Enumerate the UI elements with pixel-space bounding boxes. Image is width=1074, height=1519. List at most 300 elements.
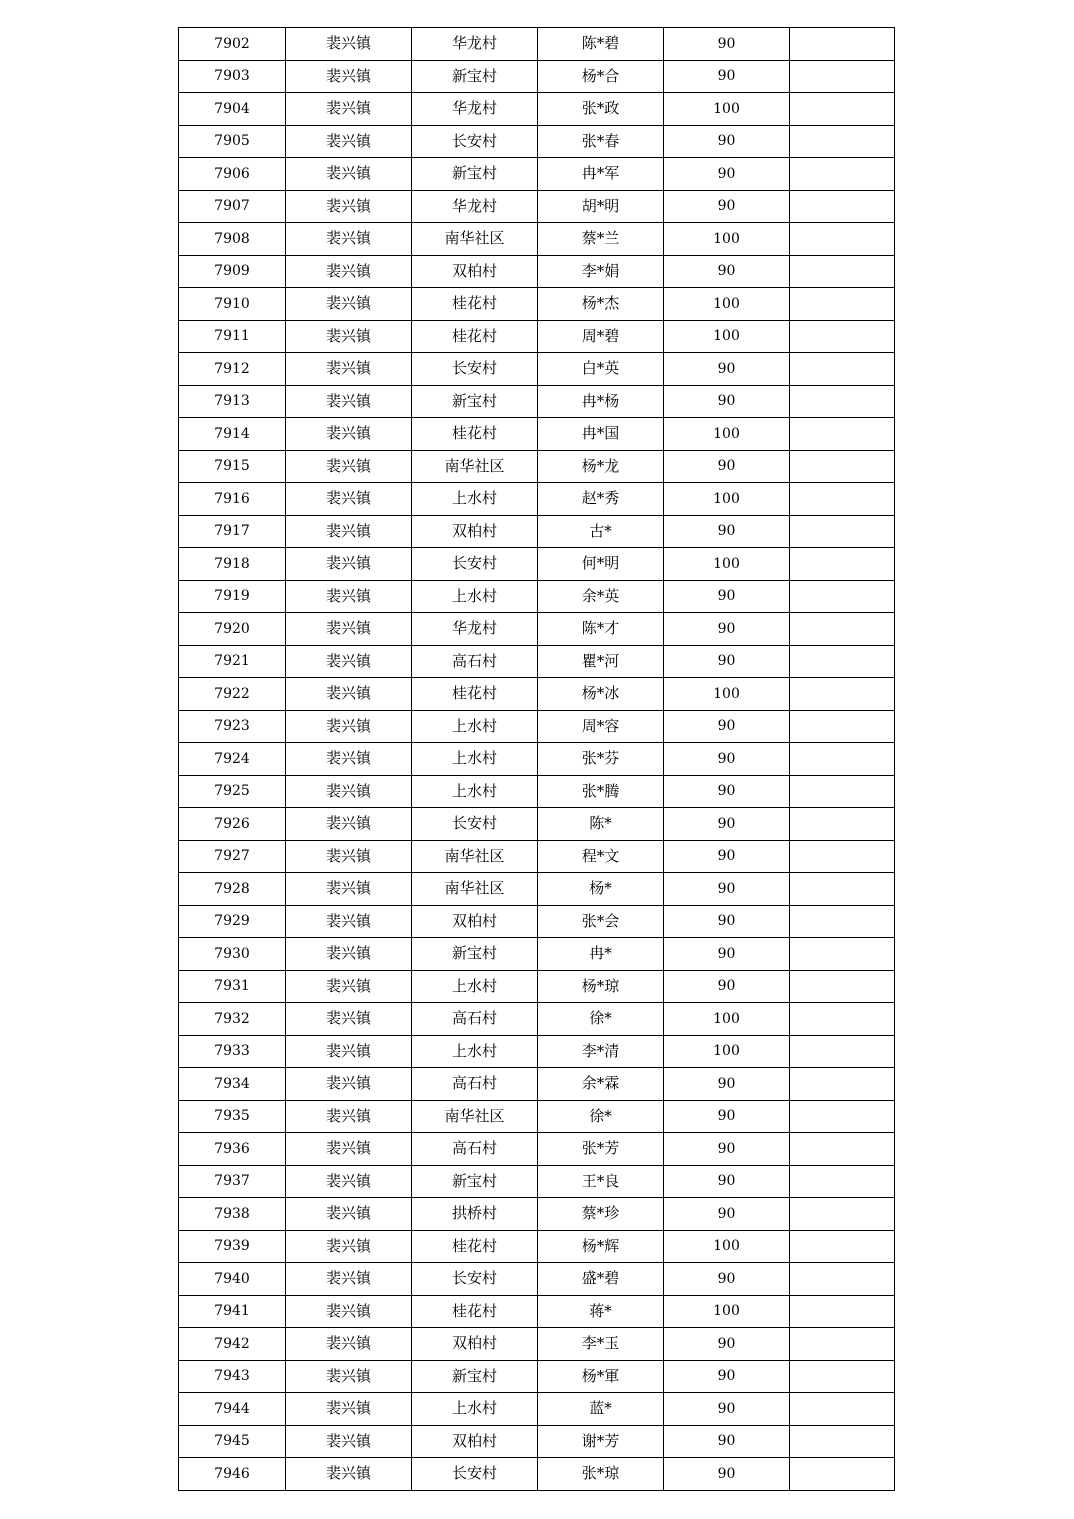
cell-village: 上水村 xyxy=(412,1035,538,1068)
cell-town: 裴兴镇 xyxy=(286,190,412,223)
cell-amount: 90 xyxy=(664,1360,790,1393)
cell-amount: 90 xyxy=(664,1393,790,1426)
cell-amount: 90 xyxy=(664,1068,790,1101)
cell-village: 桂花村 xyxy=(412,1230,538,1263)
cell-village: 新宝村 xyxy=(412,1165,538,1198)
table-row xyxy=(179,158,895,191)
cell-village: 双柏村 xyxy=(412,905,538,938)
cell-amount: 100 xyxy=(664,418,790,451)
cell-village: 高石村 xyxy=(412,1068,538,1101)
cell-village: 高石村 xyxy=(412,1003,538,1036)
cell-serial-number: 7946 xyxy=(179,1458,286,1491)
cell-town: 裴兴镇 xyxy=(286,1068,412,1101)
cell-remarks xyxy=(790,938,895,971)
table-row xyxy=(179,1230,895,1263)
cell-serial-number: 7933 xyxy=(179,1035,286,1068)
cell-serial-number: 7915 xyxy=(179,450,286,483)
cell-serial-number: 7928 xyxy=(179,873,286,906)
cell-person-name: 瞿*河 xyxy=(538,645,664,678)
cell-person-name: 周*碧 xyxy=(538,320,664,353)
cell-village: 华龙村 xyxy=(412,93,538,126)
cell-person-name: 张*腾 xyxy=(538,775,664,808)
cell-remarks xyxy=(790,1165,895,1198)
cell-serial-number: 7906 xyxy=(179,158,286,191)
cell-amount: 90 xyxy=(664,450,790,483)
cell-town: 裴兴镇 xyxy=(286,613,412,646)
cell-serial-number: 7918 xyxy=(179,548,286,581)
cell-village: 南华社区 xyxy=(412,873,538,906)
cell-remarks xyxy=(790,1003,895,1036)
cell-person-name: 冉*军 xyxy=(538,158,664,191)
cell-serial-number: 7938 xyxy=(179,1198,286,1231)
cell-person-name: 李*娟 xyxy=(538,255,664,288)
cell-person-name: 杨*龙 xyxy=(538,450,664,483)
cell-amount: 90 xyxy=(664,580,790,613)
table-row xyxy=(179,1198,895,1231)
cell-person-name: 张*政 xyxy=(538,93,664,126)
cell-amount: 100 xyxy=(664,678,790,711)
cell-town: 裴兴镇 xyxy=(286,840,412,873)
cell-village: 长安村 xyxy=(412,1263,538,1296)
cell-person-name: 谢*芳 xyxy=(538,1425,664,1458)
cell-village: 桂花村 xyxy=(412,418,538,451)
table-row xyxy=(179,1100,895,1133)
cell-town: 裴兴镇 xyxy=(286,255,412,288)
cell-town: 裴兴镇 xyxy=(286,418,412,451)
cell-remarks xyxy=(790,515,895,548)
cell-person-name: 张*琼 xyxy=(538,1458,664,1491)
cell-town: 裴兴镇 xyxy=(286,353,412,386)
table-row xyxy=(179,450,895,483)
cell-amount: 90 xyxy=(664,613,790,646)
cell-town: 裴兴镇 xyxy=(286,1133,412,1166)
cell-village: 南华社区 xyxy=(412,1100,538,1133)
cell-remarks xyxy=(790,1068,895,1101)
cell-serial-number: 7923 xyxy=(179,710,286,743)
cell-amount: 90 xyxy=(664,1328,790,1361)
cell-remarks xyxy=(790,873,895,906)
cell-remarks xyxy=(790,1133,895,1166)
cell-remarks xyxy=(790,1035,895,1068)
cell-town: 裴兴镇 xyxy=(286,808,412,841)
cell-serial-number: 7932 xyxy=(179,1003,286,1036)
table-row xyxy=(179,1165,895,1198)
cell-town: 裴兴镇 xyxy=(286,1360,412,1393)
cell-village: 桂花村 xyxy=(412,288,538,321)
cell-serial-number: 7939 xyxy=(179,1230,286,1263)
cell-village: 长安村 xyxy=(412,1458,538,1491)
table-row xyxy=(179,125,895,158)
cell-serial-number: 7917 xyxy=(179,515,286,548)
cell-amount: 100 xyxy=(664,223,790,256)
cell-town: 裴兴镇 xyxy=(286,775,412,808)
cell-serial-number: 7905 xyxy=(179,125,286,158)
table-row xyxy=(179,1068,895,1101)
cell-town: 裴兴镇 xyxy=(286,125,412,158)
cell-serial-number: 7926 xyxy=(179,808,286,841)
cell-amount: 100 xyxy=(664,1003,790,1036)
cell-amount: 90 xyxy=(664,1263,790,1296)
cell-town: 裴兴镇 xyxy=(286,158,412,191)
cell-amount: 90 xyxy=(664,158,790,191)
cell-serial-number: 7941 xyxy=(179,1295,286,1328)
cell-person-name: 杨*辉 xyxy=(538,1230,664,1263)
cell-person-name: 冉* xyxy=(538,938,664,971)
cell-village: 长安村 xyxy=(412,353,538,386)
cell-amount: 90 xyxy=(664,1133,790,1166)
cell-town: 裴兴镇 xyxy=(286,28,412,61)
cell-person-name: 杨* xyxy=(538,873,664,906)
cell-person-name: 张*春 xyxy=(538,125,664,158)
cell-person-name: 程*文 xyxy=(538,840,664,873)
cell-amount: 90 xyxy=(664,1165,790,1198)
cell-town: 裴兴镇 xyxy=(286,1295,412,1328)
cell-serial-number: 7924 xyxy=(179,743,286,776)
table-row xyxy=(179,190,895,223)
cell-amount: 90 xyxy=(664,710,790,743)
cell-remarks xyxy=(790,60,895,93)
cell-amount: 90 xyxy=(664,1198,790,1231)
cell-town: 裴兴镇 xyxy=(286,1035,412,1068)
cell-serial-number: 7908 xyxy=(179,223,286,256)
cell-serial-number: 7943 xyxy=(179,1360,286,1393)
cell-person-name: 蔡*兰 xyxy=(538,223,664,256)
cell-remarks xyxy=(790,1328,895,1361)
cell-village: 上水村 xyxy=(412,970,538,1003)
table-row xyxy=(179,1003,895,1036)
table-row xyxy=(179,1295,895,1328)
table-row xyxy=(179,1263,895,1296)
cell-village: 双柏村 xyxy=(412,515,538,548)
cell-serial-number: 7909 xyxy=(179,255,286,288)
cell-person-name: 胡*明 xyxy=(538,190,664,223)
cell-person-name: 杨*冰 xyxy=(538,678,664,711)
cell-serial-number: 7912 xyxy=(179,353,286,386)
cell-amount: 90 xyxy=(664,873,790,906)
cell-serial-number: 7907 xyxy=(179,190,286,223)
cell-person-name: 蓝* xyxy=(538,1393,664,1426)
cell-village: 新宝村 xyxy=(412,385,538,418)
cell-serial-number: 7911 xyxy=(179,320,286,353)
cell-person-name: 陈*碧 xyxy=(538,28,664,61)
cell-serial-number: 7914 xyxy=(179,418,286,451)
cell-amount: 100 xyxy=(664,483,790,516)
cell-amount: 90 xyxy=(664,125,790,158)
cell-serial-number: 7931 xyxy=(179,970,286,1003)
cell-remarks xyxy=(790,548,895,581)
cell-amount: 90 xyxy=(664,905,790,938)
cell-person-name: 何*明 xyxy=(538,548,664,581)
cell-person-name: 李*玉 xyxy=(538,1328,664,1361)
cell-serial-number: 7910 xyxy=(179,288,286,321)
cell-town: 裴兴镇 xyxy=(286,1003,412,1036)
roster-table-body xyxy=(179,28,895,1491)
table-row xyxy=(179,678,895,711)
cell-town: 裴兴镇 xyxy=(286,320,412,353)
table-row xyxy=(179,775,895,808)
cell-town: 裴兴镇 xyxy=(286,970,412,1003)
table-row xyxy=(179,905,895,938)
table-row xyxy=(179,613,895,646)
table-row xyxy=(179,418,895,451)
cell-serial-number: 7940 xyxy=(179,1263,286,1296)
cell-serial-number: 7934 xyxy=(179,1068,286,1101)
cell-serial-number: 7942 xyxy=(179,1328,286,1361)
cell-person-name: 古* xyxy=(538,515,664,548)
cell-village: 高石村 xyxy=(412,645,538,678)
cell-town: 裴兴镇 xyxy=(286,93,412,126)
table-row xyxy=(179,1328,895,1361)
cell-person-name: 徐* xyxy=(538,1003,664,1036)
cell-town: 裴兴镇 xyxy=(286,60,412,93)
cell-remarks xyxy=(790,678,895,711)
cell-amount: 100 xyxy=(664,1230,790,1263)
cell-village: 新宝村 xyxy=(412,938,538,971)
cell-person-name: 余*英 xyxy=(538,580,664,613)
cell-serial-number: 7921 xyxy=(179,645,286,678)
cell-remarks xyxy=(790,1100,895,1133)
cell-remarks xyxy=(790,710,895,743)
cell-serial-number: 7944 xyxy=(179,1393,286,1426)
cell-remarks xyxy=(790,93,895,126)
cell-remarks xyxy=(790,255,895,288)
table-row xyxy=(179,1393,895,1426)
table-row xyxy=(179,580,895,613)
cell-amount: 90 xyxy=(664,1458,790,1491)
cell-amount: 100 xyxy=(664,93,790,126)
cell-town: 裴兴镇 xyxy=(286,548,412,581)
cell-person-name: 杨*杰 xyxy=(538,288,664,321)
cell-amount: 100 xyxy=(664,1035,790,1068)
cell-amount: 90 xyxy=(664,60,790,93)
cell-remarks xyxy=(790,353,895,386)
cell-remarks xyxy=(790,158,895,191)
table-row xyxy=(179,970,895,1003)
cell-town: 裴兴镇 xyxy=(286,450,412,483)
table-row xyxy=(179,808,895,841)
cell-remarks xyxy=(790,905,895,938)
cell-person-name: 盛*碧 xyxy=(538,1263,664,1296)
table-row xyxy=(179,515,895,548)
cell-village: 上水村 xyxy=(412,580,538,613)
cell-person-name: 陈*才 xyxy=(538,613,664,646)
cell-person-name: 杨*軍 xyxy=(538,1360,664,1393)
cell-amount: 90 xyxy=(664,515,790,548)
cell-person-name: 周*容 xyxy=(538,710,664,743)
cell-town: 裴兴镇 xyxy=(286,873,412,906)
table-row xyxy=(179,1360,895,1393)
cell-amount: 100 xyxy=(664,548,790,581)
cell-village: 长安村 xyxy=(412,548,538,581)
cell-remarks xyxy=(790,1360,895,1393)
cell-amount: 90 xyxy=(664,938,790,971)
cell-remarks xyxy=(790,223,895,256)
cell-person-name: 蔡*珍 xyxy=(538,1198,664,1231)
cell-remarks xyxy=(790,125,895,158)
cell-serial-number: 7937 xyxy=(179,1165,286,1198)
cell-amount: 90 xyxy=(664,970,790,1003)
cell-town: 裴兴镇 xyxy=(286,1328,412,1361)
table-row xyxy=(179,28,895,61)
cell-remarks xyxy=(790,970,895,1003)
cell-town: 裴兴镇 xyxy=(286,710,412,743)
cell-amount: 100 xyxy=(664,288,790,321)
cell-person-name: 蒋* xyxy=(538,1295,664,1328)
cell-village: 华龙村 xyxy=(412,190,538,223)
cell-amount: 90 xyxy=(664,840,790,873)
cell-amount: 90 xyxy=(664,28,790,61)
cell-village: 南华社区 xyxy=(412,223,538,256)
cell-village: 上水村 xyxy=(412,775,538,808)
cell-town: 裴兴镇 xyxy=(286,1458,412,1491)
table-row xyxy=(179,710,895,743)
cell-amount: 90 xyxy=(664,1100,790,1133)
table-row xyxy=(179,548,895,581)
table-row xyxy=(179,60,895,93)
cell-serial-number: 7903 xyxy=(179,60,286,93)
cell-town: 裴兴镇 xyxy=(286,743,412,776)
cell-amount: 90 xyxy=(664,190,790,223)
cell-village: 南华社区 xyxy=(412,450,538,483)
table-row xyxy=(179,645,895,678)
cell-remarks xyxy=(790,580,895,613)
cell-amount: 90 xyxy=(664,775,790,808)
cell-amount: 100 xyxy=(664,320,790,353)
cell-person-name: 李*清 xyxy=(538,1035,664,1068)
cell-remarks xyxy=(790,1198,895,1231)
cell-town: 裴兴镇 xyxy=(286,1230,412,1263)
cell-village: 高石村 xyxy=(412,1133,538,1166)
cell-town: 裴兴镇 xyxy=(286,905,412,938)
cell-person-name: 张*芳 xyxy=(538,1133,664,1166)
cell-village: 上水村 xyxy=(412,483,538,516)
cell-person-name: 冉*国 xyxy=(538,418,664,451)
cell-amount: 90 xyxy=(664,645,790,678)
table-row xyxy=(179,288,895,321)
cell-town: 裴兴镇 xyxy=(286,1165,412,1198)
cell-remarks xyxy=(790,1458,895,1491)
cell-town: 裴兴镇 xyxy=(286,1425,412,1458)
cell-village: 双柏村 xyxy=(412,255,538,288)
cell-village: 桂花村 xyxy=(412,1295,538,1328)
cell-town: 裴兴镇 xyxy=(286,645,412,678)
cell-village: 桂花村 xyxy=(412,320,538,353)
cell-remarks xyxy=(790,1263,895,1296)
table-row xyxy=(179,1035,895,1068)
cell-serial-number: 7945 xyxy=(179,1425,286,1458)
table-row xyxy=(179,840,895,873)
table-row xyxy=(179,1458,895,1491)
cell-remarks xyxy=(790,450,895,483)
cell-town: 裴兴镇 xyxy=(286,515,412,548)
cell-person-name: 张*芬 xyxy=(538,743,664,776)
cell-serial-number: 7925 xyxy=(179,775,286,808)
cell-amount: 90 xyxy=(664,255,790,288)
cell-village: 新宝村 xyxy=(412,60,538,93)
cell-village: 新宝村 xyxy=(412,1360,538,1393)
table-row xyxy=(179,873,895,906)
cell-village: 上水村 xyxy=(412,743,538,776)
cell-town: 裴兴镇 xyxy=(286,1100,412,1133)
cell-remarks xyxy=(790,418,895,451)
cell-remarks xyxy=(790,645,895,678)
cell-village: 南华社区 xyxy=(412,840,538,873)
table-row xyxy=(179,385,895,418)
cell-amount: 90 xyxy=(664,353,790,386)
cell-serial-number: 7922 xyxy=(179,678,286,711)
cell-serial-number: 7902 xyxy=(179,28,286,61)
cell-amount: 90 xyxy=(664,808,790,841)
table-row xyxy=(179,320,895,353)
cell-village: 华龙村 xyxy=(412,28,538,61)
cell-remarks xyxy=(790,483,895,516)
cell-person-name: 余*霖 xyxy=(538,1068,664,1101)
cell-village: 双柏村 xyxy=(412,1328,538,1361)
cell-remarks xyxy=(790,28,895,61)
cell-village: 上水村 xyxy=(412,710,538,743)
cell-town: 裴兴镇 xyxy=(286,1263,412,1296)
cell-village: 长安村 xyxy=(412,125,538,158)
table-row xyxy=(179,938,895,971)
cell-remarks xyxy=(790,1295,895,1328)
cell-person-name: 赵*秀 xyxy=(538,483,664,516)
table-row xyxy=(179,223,895,256)
cell-remarks xyxy=(790,288,895,321)
roster-table xyxy=(178,27,895,1491)
cell-serial-number: 7929 xyxy=(179,905,286,938)
cell-person-name: 杨*合 xyxy=(538,60,664,93)
cell-town: 裴兴镇 xyxy=(286,483,412,516)
cell-serial-number: 7913 xyxy=(179,385,286,418)
cell-serial-number: 7930 xyxy=(179,938,286,971)
cell-town: 裴兴镇 xyxy=(286,288,412,321)
cell-amount: 90 xyxy=(664,743,790,776)
cell-amount: 90 xyxy=(664,385,790,418)
table-row xyxy=(179,255,895,288)
cell-person-name: 冉*杨 xyxy=(538,385,664,418)
cell-village: 长安村 xyxy=(412,808,538,841)
cell-remarks xyxy=(790,385,895,418)
cell-person-name: 杨*琼 xyxy=(538,970,664,1003)
cell-serial-number: 7920 xyxy=(179,613,286,646)
cell-town: 裴兴镇 xyxy=(286,1198,412,1231)
cell-town: 裴兴镇 xyxy=(286,1393,412,1426)
table-row xyxy=(179,93,895,126)
cell-town: 裴兴镇 xyxy=(286,223,412,256)
cell-town: 裴兴镇 xyxy=(286,678,412,711)
cell-town: 裴兴镇 xyxy=(286,580,412,613)
cell-amount: 90 xyxy=(664,1425,790,1458)
cell-serial-number: 7927 xyxy=(179,840,286,873)
cell-serial-number: 7936 xyxy=(179,1133,286,1166)
cell-serial-number: 7935 xyxy=(179,1100,286,1133)
cell-village: 双柏村 xyxy=(412,1425,538,1458)
cell-serial-number: 7904 xyxy=(179,93,286,126)
cell-person-name: 王*良 xyxy=(538,1165,664,1198)
cell-remarks xyxy=(790,190,895,223)
cell-person-name: 白*英 xyxy=(538,353,664,386)
cell-amount: 100 xyxy=(664,1295,790,1328)
cell-person-name: 陈* xyxy=(538,808,664,841)
table-row xyxy=(179,743,895,776)
cell-town: 裴兴镇 xyxy=(286,385,412,418)
cell-remarks xyxy=(790,743,895,776)
cell-remarks xyxy=(790,1393,895,1426)
cell-village: 拱桥村 xyxy=(412,1198,538,1231)
cell-person-name: 徐* xyxy=(538,1100,664,1133)
cell-person-name: 张*会 xyxy=(538,905,664,938)
cell-remarks xyxy=(790,320,895,353)
